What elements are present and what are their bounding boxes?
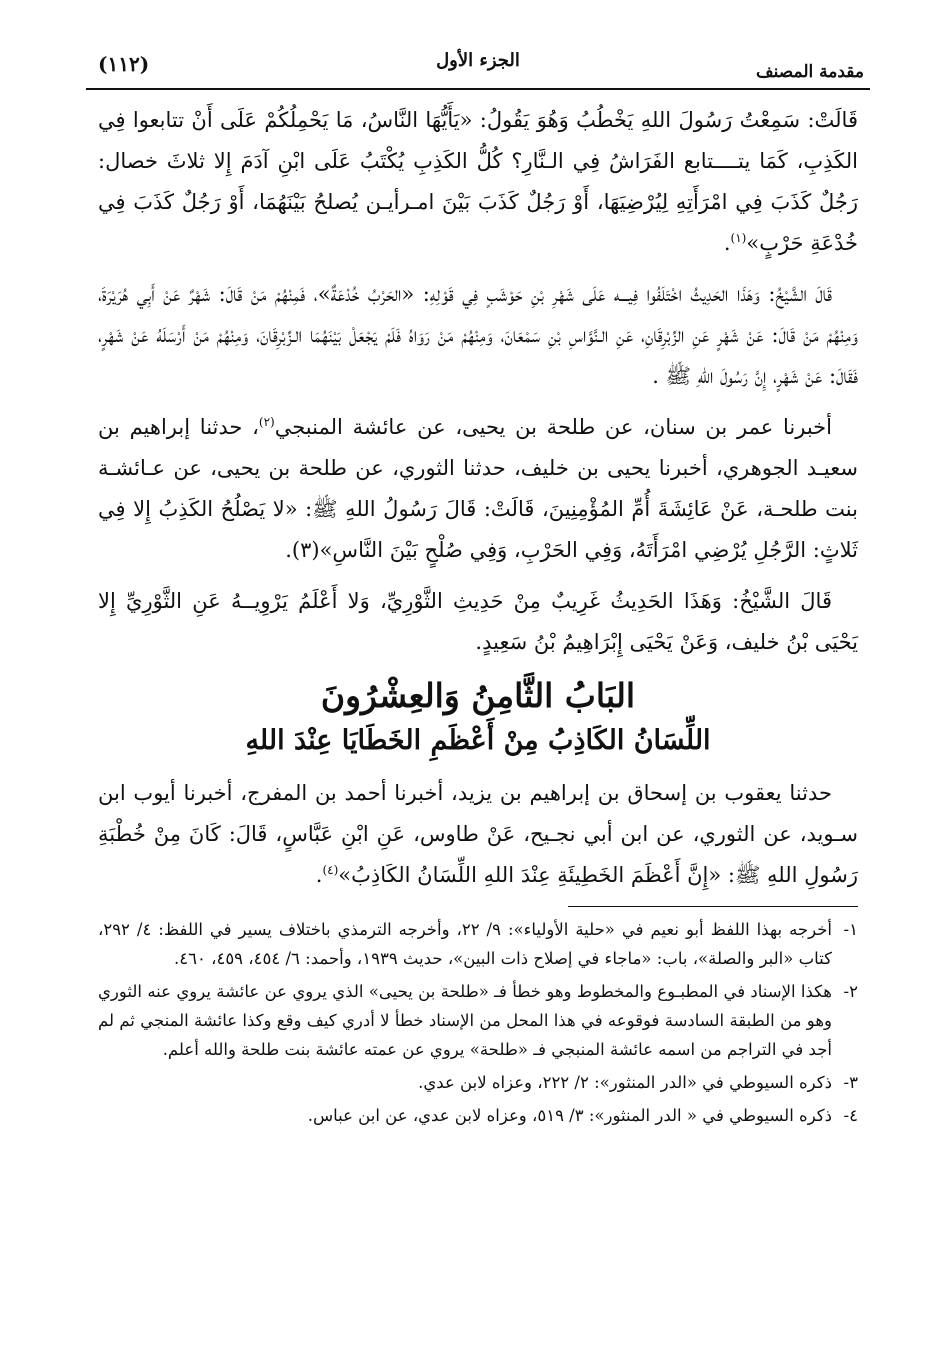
paragraph: قَالَ الشَّيْخُ: وَهَذَا الحَدِيثُ اخْتَلَفُوا فِيـــه عَلَى شَهْرِ بْنِ حَوْشَبٍ فِي قَوْلِهِ: «الحَرْبُ خُدْعَةٌ»، فَمِنْهُمْ مَنْ قَالَ: شَهْرٌ عَنْ أَبِي هُرَيْرَةَ، وَمِنْهُمْ مَنْ قَالَ: عَنْ شَهْرٍ عَنِ الزِّبْرِقَانِ، عَنِ الـنَّوَّاسِ بْنِ سَمْعَانَ، وَمِنْهُمْ مَنْ رَوَاهُ فَلَمْ يَجْعَلْ بَيْنَهُمَا الـزِّبْرِقَانَ، وَمِنْهُمْ مَنْ أَرْسَلَهُ عَنْ شَهْرٍ، فَقَالَ: عَنْ شَهْرٍ، إِنَّ رَسُولَ اللهِ ﷺ . [98, 282, 858, 388]
paragraph: قَالَتْ: سَمِعْتُ رَسُولَ اللهِ يَخْطُبُ وَهُوَ يَقُولُ: «يَأَيُّهَا النَّاسُ، مَا يَحْمِلُكُمْ عَلَى أَنْ تتابعوا فِي الكَذِبِ، كَمَا يتــــتابع الفَرَاشُ فِي الـنَّارِ؟ كُلُّ الكَذِبِ يُكْتَبُ عَلَى ابْنِ آدَمَ إِلا ثلاثَ خصال: رَجُلٌ كَذَبَ فِي امْرَأَتِهِ لِيُرْضِيَهَا، أَوْ رَجُلٌ كَذَبَ بَيْنَ امـرأيـن يُصلحُ بَيْنَهُمَا، أَوْ رَجُلٌ كَذَبَ فِي خُدْعَةِ حَرْبٍ»$^{(١)}$. [98, 108, 858, 255]
running-title: الجزء الأول [436, 50, 520, 71]
footnote-item [98, 977, 858, 1064]
footnote-item [98, 1068, 858, 1097]
chapter-title: البَابُ الثَّامِنُ وَالعِشْرُونَ [320, 676, 636, 715]
footnote-ref[interactable]: (٤) [322, 863, 339, 877]
footnote-number: ٢- [843, 982, 858, 1001]
header-rule [86, 88, 870, 90]
main-text [98, 100, 858, 896]
footnote-text: أخرجه بهذا اللفظ أبو نعيم في «حلية الأولياء»: ٩/ ٢٢، وأخرجه الترمذي باختلاف يسير في اللفظ: ٤/ ٢٩٢، كتاب «البر والصلة»، باب: «ماجاء في إصلاح ذات البين»، حديث ١٩٣٩، وأحمد: ٦/ ٤٥٤، ٤٥٩، ٤٦٠. [98, 920, 832, 968]
footnote-number: ٣- [843, 1073, 858, 1092]
paragraph: حدثنا يعقوب بن إسحاق بن إبراهيم بن يزيد، أخبرنا أحمد بن المفرج، أخبرنا أيوب ابن سـويد، عن الثوري، عن ابن أبي نجـيح، عَنْ طاوس، عَنِ ابْنِ عَبَّاسٍ، قَالَ: كَانَ مِنْ خُطْبَةِ رَسُولِ اللهِ ﷺ: «إِنَّ أَعْظَمَ الخَطِيئَةِ عِنْدَ اللهِ اللِّسَانُ الكَاذِبُ»$^{(٤)}$. [98, 781, 858, 887]
footnote-ref[interactable]: (١) [730, 231, 747, 245]
section-title: مقدمة المصنف [756, 62, 864, 82]
chapter-subtitle: اللِّسَانُ الكَاذِبُ مِنْ أَعْظَمِ الخَطَايَا عِنْدَ اللهِ [245, 725, 711, 756]
footnote-text: ذكره السيوطي في «الدر المنثور»: ٢/ ٢٢٢، وعزاه لابن عدي. [418, 1073, 832, 1092]
footnote-text: هكذا الإسناد في المطبـوع والمخطوط وهو خطأ فـ «طلحة بن يحيى» الذي يروي عن عائشة يروي عنه الثوري وهو من الطبقة السادسة فوقوعه في هذا المحل من الإسناد خطأ لا أدري كيف وقع وكذا عائشة المنجي ثم لم أجد في التراجم من اسمه عائشة المنبجي فـ «طلحة» يروي عن عمته عائشة بنت طلحة والله أعلم. [98, 982, 832, 1059]
page-number: (١١٢) [98, 52, 150, 76]
footnote-rule [568, 906, 858, 907]
paragraph: أخبرنا عمر بن سنان، عن طلحة بن يحيى، عن عائشة المنبجي$^{(٢)}$، حدثنا إبراهيم بن سعيـد الجوهري، أخبرنا يحيى بن خليف، حدثنا الثوري، عن طلحة بن يحيى، عن عـائشـة بنت طلحـة، عَنْ عَائِشَةَ أُمِّ المُؤْمِنِينَ، قَالَتْ: قَالَ رَسُولُ اللهِ ﷺ: «لا يَصْلُحُ الكَذِبُ إِلا فِي ثَلاثٍ: الرَّجُلِ يُرْضِي امْرَأَتَهُ، وَفِي الحَرْبِ، وَفِي صُلْحٍ بَيْنَ النَّاسِ»(٣). [98, 415, 858, 562]
footnote-ref[interactable]: (٢) [258, 415, 275, 429]
footnote-number: ١- [843, 920, 858, 939]
footnote-item [98, 915, 858, 973]
footnotes [98, 915, 858, 1130]
footnote-number: ٤- [843, 1106, 858, 1125]
footnote-text: ذكره السيوطي في « الدر المنثور»: ٣/ ٥١٩، وعزاه لابن عدي، عن ابن عباس. [307, 1106, 832, 1125]
paragraph: قَالَ الشَّيْخُ: وَهَذَا الحَدِيثُ غَرِيبٌ مِنْ حَدِيثِ الثَّوْرِيِّ، وَلا أَعْلَمُ يَرْوِيــهُ عَنِ الثَّوْرِيِّ إِلا يَحْيَى بْنُ خليف، وَعَنْ يَحْيَى إِبْرَاهِيمُ بْنُ سَعِيدٍ. [98, 589, 858, 654]
page-header [98, 44, 864, 84]
footnote-item [98, 1101, 858, 1130]
